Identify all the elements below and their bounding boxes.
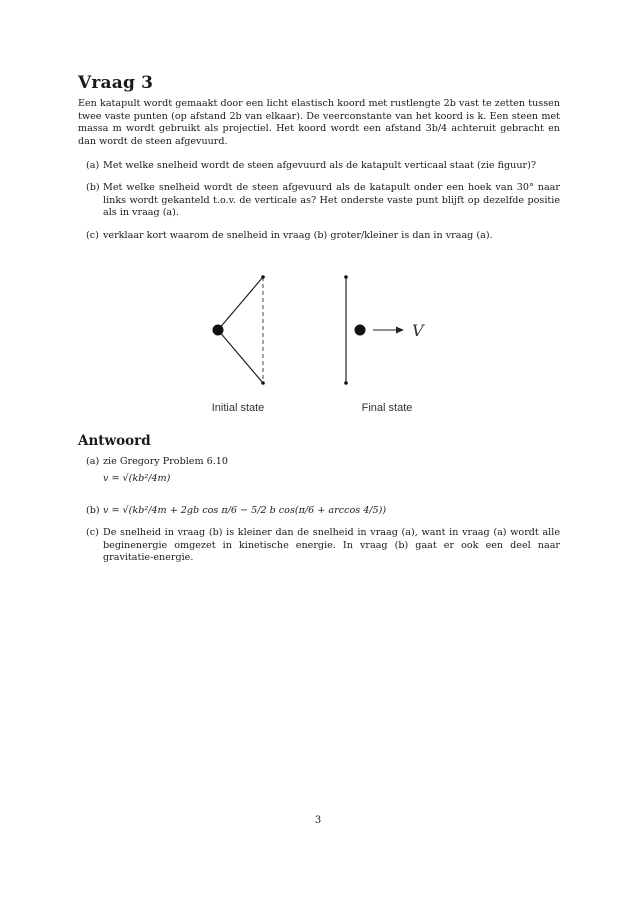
cord-lower <box>218 330 263 383</box>
answer-item-a <box>86 456 560 485</box>
answer-item-c <box>86 527 560 565</box>
velocity-label: V <box>412 321 424 340</box>
question-item-c <box>86 230 560 243</box>
final-state-caption: Final state <box>361 402 413 414</box>
cord-upper <box>218 277 263 330</box>
fixed-point-top <box>344 275 348 279</box>
stone <box>355 325 366 336</box>
question-item-b <box>86 182 560 220</box>
fixed-point-bottom <box>261 381 265 385</box>
question-intro: Een katapult wordt gemaakt door een licht elastisch koord met rustlengte 2b vast te zetten tussen twee vaste punten (op afstand 2b van elkaar). De veerconstante van het koord is k. Een steen met massa m wordt gebruikt als projectiel. Het koord wordt een afstand 3b/4 achteruit gebracht en dan wordt de steen afgevuurd. <box>78 98 560 148</box>
answer-b-formula: v = √(kb²/4m + 2gb cos π/6 − 5/2 b cos(π/6 + arccos 4/5)) <box>103 505 387 516</box>
answer-title: Antwoord <box>78 433 151 449</box>
final-state-diagram <box>344 275 425 385</box>
item-text: Met welke snelheid wordt de steen afgevuurd als de katapult onder een hoek van 30° naar links wordt gekanteld t.o.v. de verticale as? Het onderste vaste punt blijft op dezelfde positie als in vraag (a). <box>103 182 560 219</box>
item-label: (a) <box>86 160 100 171</box>
answer-item-b <box>86 505 560 518</box>
item-text: Met welke snelheid wordt de steen afgevuurd als de katapult verticaal staat (zie figuur)? <box>103 160 537 171</box>
fixed-point-top <box>261 275 265 279</box>
question-item-a <box>86 160 560 173</box>
item-label: (b) <box>86 505 100 516</box>
question-title: Vraag 3 <box>78 73 154 93</box>
initial-state-diagram <box>213 275 265 385</box>
item-text: verklaar kort waarom de snelheid in vraag (b) groter/kleiner is dan in vraag (a). <box>103 230 493 241</box>
fixed-point-bottom <box>344 381 348 385</box>
page-number: 3 <box>314 815 322 826</box>
initial-state-caption: Initial state <box>211 402 265 414</box>
item-label: (b) <box>86 182 100 193</box>
answer-a-formula: v = √(kb²/4m) <box>103 472 171 484</box>
item-text: zie Gregory Problem 6.10 <box>103 456 228 467</box>
velocity-arrow-head <box>396 327 404 334</box>
item-text: De snelheid in vraag (b) is kleiner dan de snelheid in vraag (a), want in vraag (a) wordt alle beginenergie omgezet in kinetische energie. In vraag (b) gaat er ook een deel naar gravitatie-energie. <box>103 527 560 564</box>
stone <box>213 325 224 336</box>
item-label: (c) <box>86 230 99 241</box>
catapult-figure <box>180 262 460 422</box>
item-label: (a) <box>86 456 100 467</box>
item-label: (c) <box>86 527 99 538</box>
